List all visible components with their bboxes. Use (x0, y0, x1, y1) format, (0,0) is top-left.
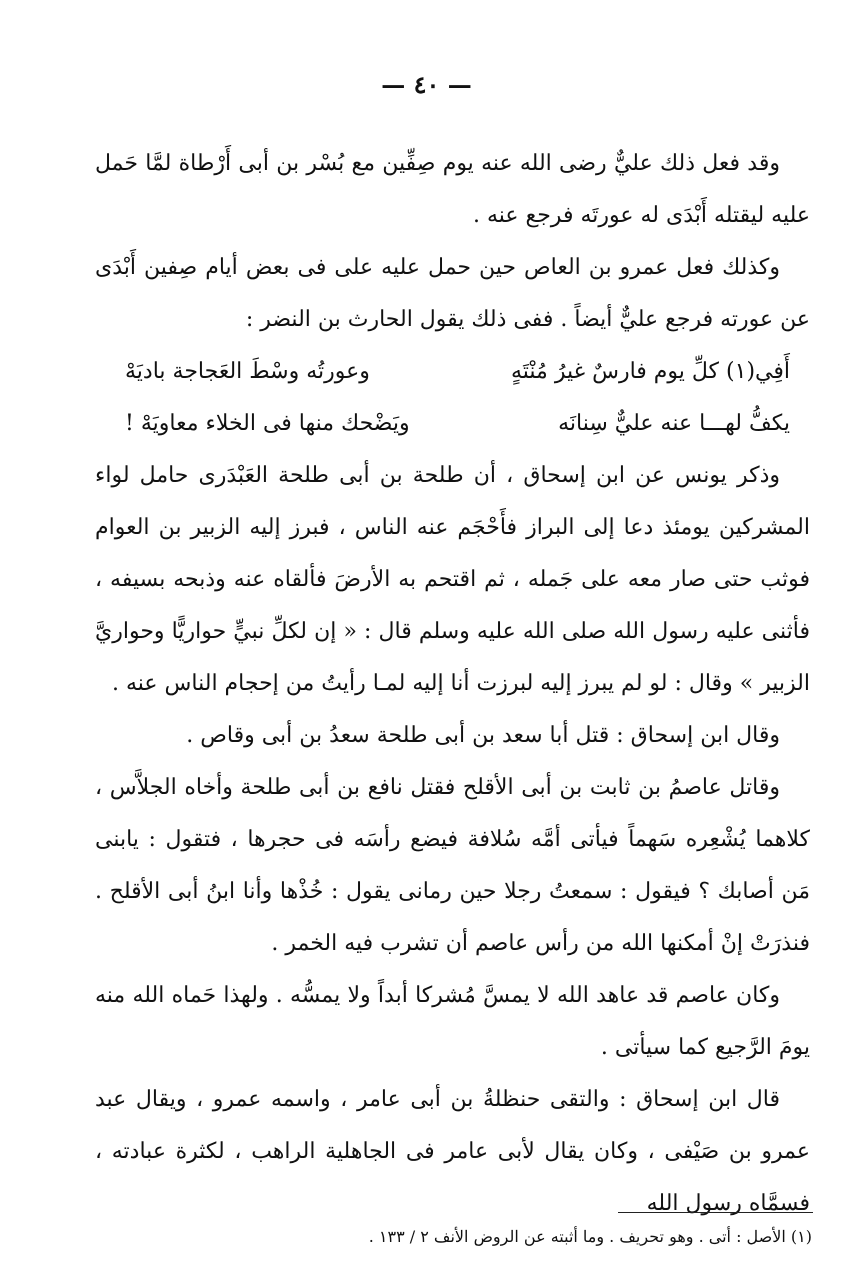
paragraph-6: وكان عاصم قد عاهد الله لا يمسَّ مُشركا أبداً ولا يمسُّه . ولهذا حَماه الله منه يومَ الرَّجيع كما سيأتى . (95, 983, 810, 1060)
paragraph-7: قال ابن إسحاق : والتقى حنظلةُ بن أبى عامر ، واسمه عمرو ، ويقال عبد عمرو بن صَيْفى ، وكان يقال لأبى عامر فى الجاهلية الراهب ، لكثرة عبادته ، فسمَّاه رسول الله (95, 1087, 810, 1216)
footnote: (١) الأصل : أتى . وهو تحريف . وما أثبته عن الروض الأنف ٢ / ١٣٣ . (368, 1227, 812, 1246)
verse-1-second-hemistich: وعورتُه وسْطَ العَجاجة باديَهْ (125, 359, 370, 384)
page-number: — ٤٠ — (381, 70, 472, 99)
verse-2-second-hemistich: ويَضْحك منها فى الخلاء معاويَهْ ! (125, 411, 410, 436)
paragraph-5: وقاتل عاصمُ بن ثابت بن أبى الأقلح فقتل نافع بن أبى طلحة وأخاه الجلاَّس ، كلاهما يُشْعِره سَهماً فيأتى أمَّه سُلافة فيضع رأسَه فى حجرها ، فتقول : يابنى مَن أصابك ؟ فيقول : سمعتُ رجلا حين رمانى يقول : خُذْها وأنا ابنُ أبى الأقلح . فنذرَتْ إنْ أمكنها الله من رأس عاصم أن تشرب فيه الخمر . (95, 775, 810, 956)
poem-verses (95, 346, 810, 450)
paragraph-3: وذكر يونس عن ابن إسحاق ، أن طلحة بن أبى طلحة العَبْدَرى حامل لواء المشركين يومئذ دعا إلى البراز فأَحْجَم عنه الناس ، فبرز إليه الزبير بن العوام فوثب حتى صار معه على جَمله ، ثم اقتحم به الأرضَ فألقاه عنه وذبحه بسيفه ، فأثنى عليه رسول الله صلى الله عليه وسلم قال : « إن لكلِّ نبيٍّ حواريًّا وحواريَّ الزبير » وقال : لو لم يبرز إليه لبرزت أنا إليه لمـا رأيتُ من إحجام الناس عنه . (95, 463, 810, 696)
verse-line-1 (95, 346, 810, 398)
paragraph-2: وكذلك فعل عمرو بن العاص حين حمل عليه على فى بعض أيام صِفين أَبْدَى عن عورته فرجع عليٌّ أيضاً . ففى ذلك يقول الحارث بن النضر : (95, 255, 810, 332)
verse-1-first-hemistich: أَفِي(١) كلِّ يوم فارسٌ غيرُ مُنْتَهٍ (510, 359, 790, 384)
verse-2-first-hemistich: يكفُّ لهـــا عنه عليٌّ سِنانَه (558, 411, 790, 436)
paragraph-1: وقد فعل ذلك عليٌّ رضى الله عنه يوم صِفِّين مع بُسْر بن أبى أَرْطاة لمَّا حَمل عليه ليقتله أَبْدَى له عورتَه فرجع عنه . (95, 151, 810, 228)
main-text (95, 138, 810, 1230)
verse-line-2 (95, 398, 810, 450)
paragraph-4: وقال ابن إسحاق : قتل أبا سعد بن أبى طلحة سعدُ بن أبى وقاص . (186, 723, 780, 748)
footnote-divider (618, 1212, 813, 1213)
